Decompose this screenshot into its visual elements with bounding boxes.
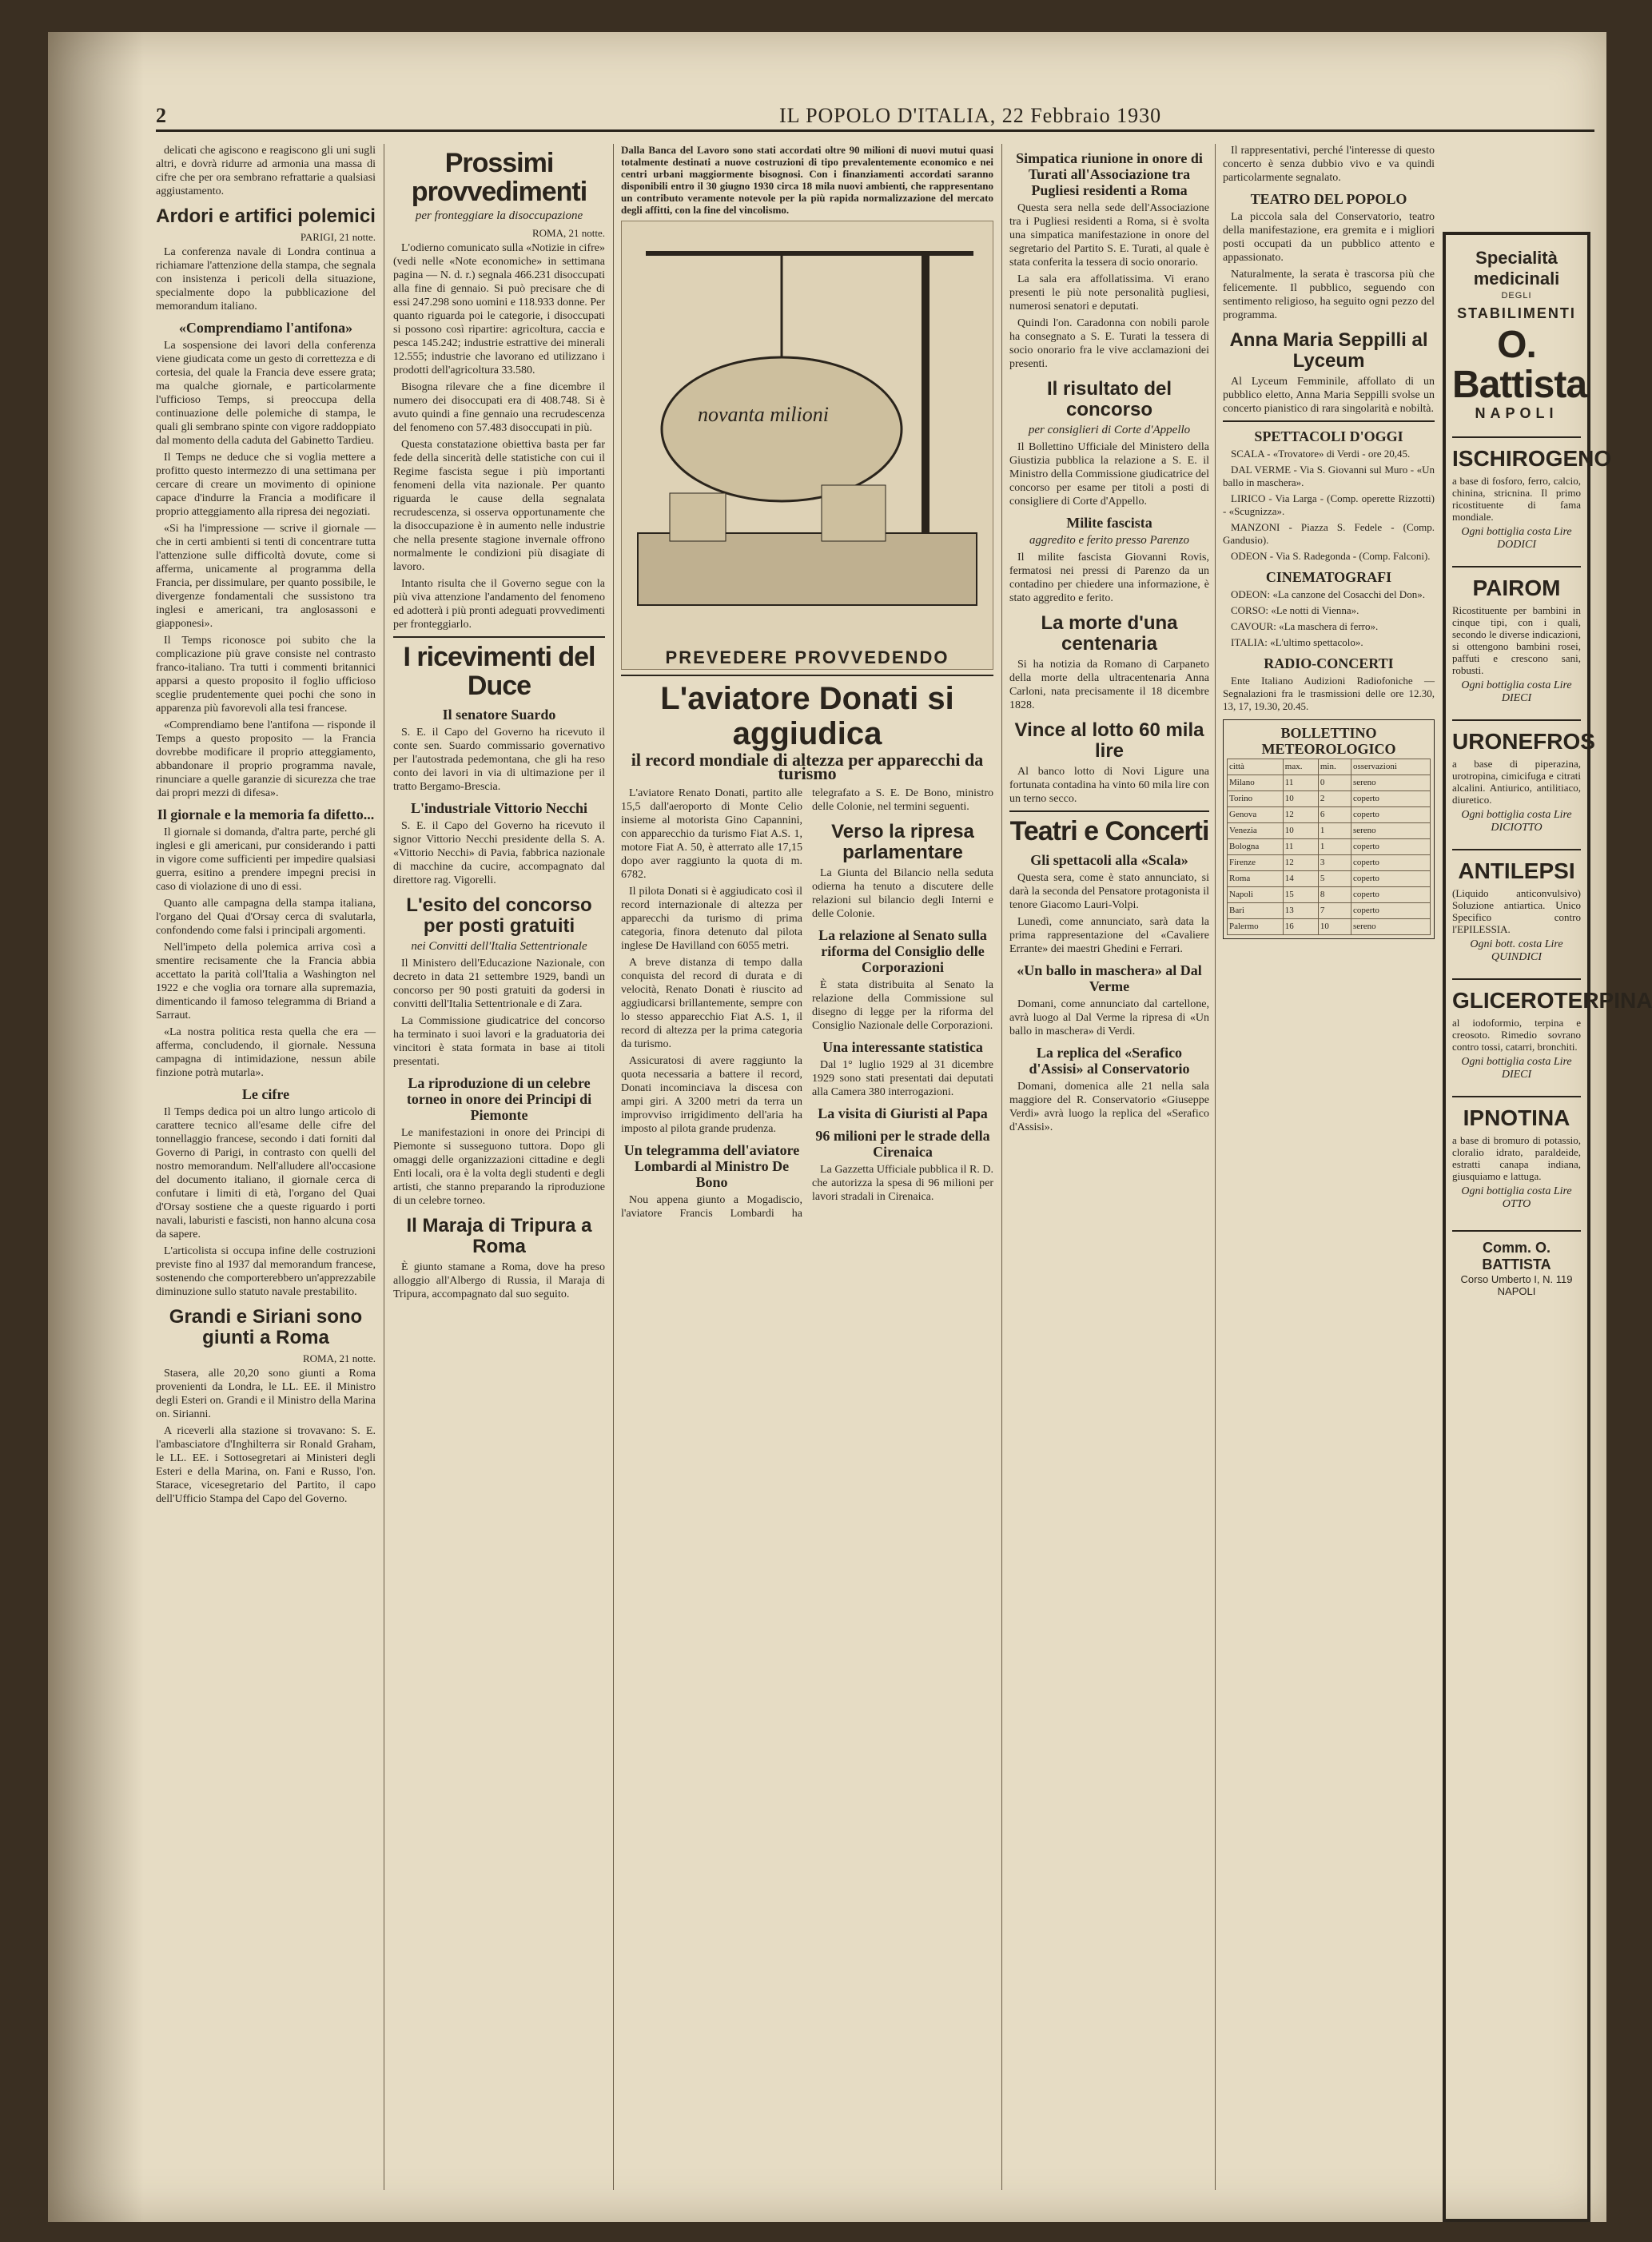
weather-cell: 0	[1318, 775, 1351, 791]
ad-product-price: Ogni bottiglia costa Lire DODICI	[1461, 526, 1572, 551]
weather-cell: 2	[1318, 791, 1351, 807]
ad-product-name: IPNOTINA	[1452, 1096, 1581, 1131]
headline-relazione: La relazione al Senato sulla riforma del Consiglio delle Corporazioni	[818, 927, 987, 975]
weather-cell: 11	[1283, 775, 1318, 791]
column-1: delicati che agiscono e reagiscono gli uni sugli altri, e dovrà ridurre ad armonia una massa di cifre che per ora sembrano refrattarie a qualsiasi aggiustamento. Ardori e artifici polemici PARIGI, 21 notte. La conferenza navale di Londra continua a richiamare l'attenzione della stampa, che segnala con insistenza i pericoli della situazione, specialmente dopo la pubblicazione del memorandum italiano. «Comprendiamo l'antifona» La sospensione dei lavori della conferenza viene giudicata come un gesto di correttezza e di cortesia, del quale la Francia deve essere grata; ma qualche giornale, e particolarmente l'ufficioso Temps, si preoccupa della continuazione delle polemiche di stampa, le quali gli sembrano spinte con vigore raddoppiato dal momento della caduta del Gabinetto Tardieu. Il Temps ne deduce che si voglia mettere a profitto questo intermezzo di una settimana per cercare di creare un movimento di opinione capace d'indurre la Francia a modificare il proprio atteggiamento alla ripresa dei negoziati. «Si ha l'impressione — scrive il giornale — che in certi ambienti si tenti di concentrare tutta l'attenzione sulle difficoltà dovute, come si afferma, unicamente al programma della Francia, per dissimulare, per quanto possibile, le divergenze fondamentali che sussistono tra inglesi e americani, tra anglosassoni e giapponesi». Il Temps riconosce poi subito che la complicazione più grave consiste nel contrasto franco-italiano. Tra tutti i commenti britannici apparsi a questo proposito il foglio ufficioso sceglie prudentemente quei pochi che sono in apparenza più favorevoli alla tesi francese. «Comprendiamo bene l'antifona — risponde il Temps a questo proposito — la Francia dovrebbe modificare il proprio atteggiamento, abbandonare il proprio programma navale, rinunciare a quelle garanzie di sicurezza che trae dai propri mezzi di difesa». Il giornale e la memoria fa difetto... Il giornale si domanda, d'altra parte, perché gli inglesi e gli americani, pur considerando i patti in vigore come sufficienti per impedire qualsiasi guerra, esitino a prendere impegni precisi in caso di violazione di uno di essi. Quanto alle campagna della stampa italiana, l'organo del Quai d'Orsay cerca di svalutarla, confondendo come falsi i principali argomenti. Nell'impeto della polemica arriva così a smentire recisamente che la Francia abbia accettato la parità coll'Italia a Washington nel 1922 e che voglia ora tornare alla supremazia, dimenticando il famoso telegramma di Briand a Sarraut. «La nostra politica resta quella che era — afferma, concludendo, il giornale. Nessuna campagna di intimidazione, nessun abile finzione potrà mutarla». Le cifre Il Temps dedica poi un altro lungo articolo di carattere tecnico all'esame delle cifre del tonnellaggio francese, secondo i dati forniti dal Governo di Parigi, in contrasto con quelli del nostro memorandum. Nell'alludere all'occasione del documento italiano, il giornale cerca di confutare i limiti di età, l'organo del Quai d'Orsay sostiene che a queste riguardo i porti navali, laburisti e fascisti, non hanno alcuna cosa da sapere. L'articolista si occupa infine delle costruzioni previste fino al 1937 dal memorandum francese, sostenendo che comporterebbero un'apprezzabile diminuzione sullo statuto navale prestabilito. Grandi e Siriani sono giunti a Roma ROMA, 21 notte. Stasera, alle 20,20 sono giunti a Roma provenienti da Londra, le LL. EE. il Ministro degli Esteri on. Grandi e il Ministro della Marina on. Sirianni. A riceverli alla stazione si trovavano: S. E. l'ambasciatore d'Inghilterra sir Ronald Graham, le LL. EE. i Sottosegretari ai Ministeri degli Esteri e della Marina, on. Fani e Russo, l'on. Starace, vicesegretario del Partito, il capo dell'Ufficio Stampa del Capo del Governo.	[156, 145, 376, 1505]
ad-product-desc: al iodoformio, terpina e creosoto. Rimedio sovrano contro tossi, catarri, bronchiti.	[1452, 1017, 1581, 1053]
weather-row	[1228, 887, 1431, 903]
weather-cell: coperto	[1351, 807, 1430, 823]
weather-cell: coperto	[1351, 887, 1430, 903]
weather-cell: 15	[1283, 887, 1318, 903]
weather-cell: 11	[1283, 839, 1318, 855]
battista-advertisement	[1443, 232, 1652, 2222]
page-number: 2	[156, 104, 166, 127]
weather-cell: 1	[1318, 823, 1351, 839]
weather-cell: 16	[1283, 919, 1318, 935]
ad-product-name: ISCHIROGENO	[1452, 436, 1581, 472]
column-rule	[1001, 144, 1002, 2190]
ad-kicker: Specialità medicinali	[1473, 248, 1560, 289]
ad-product-desc: a base di piperazina, urotropina, cimicifuga e citrati alcalini. Antiurico, antilitiaco, diuretico.	[1452, 758, 1581, 806]
headline-milite: Milite fascista	[1066, 515, 1152, 531]
page-shadow	[48, 32, 144, 2222]
dateline: ROMA, 21 notte.	[532, 227, 605, 239]
cartoon-illustration	[621, 221, 993, 670]
ad-product	[1452, 566, 1581, 705]
weather-cell: 13	[1283, 903, 1318, 919]
weather-cell: 10	[1283, 823, 1318, 839]
weather-col-min: min.	[1318, 759, 1351, 775]
subhead-memoria: Il giornale e la memoria fa difetto...	[157, 806, 375, 822]
weather-cell: 14	[1283, 871, 1318, 887]
headline-seppilli: Anna Maria Seppilli al Lyceum	[1229, 329, 1428, 372]
column-5: Simpatica riunione in onore di Turati all'Associazione tra Pugliesi residenti a Roma Questa sera nella sede dell'Associazione tra i Pugliesi residenti a Roma, si è svolta una simpatica manifestazione in onore del segretario del Partito S. E. Turati, al quale è stata conferita la tessera di socio onorario. La sala era affollatissima. Vi erano presenti le più note personalità pugliesi, numerosi senatori e deputati. Quindi l'on. Caradonna con nobili parole ha consegnato a S. E. Turati la tessera di socio onorario fra le vive acclamazioni dei presenti. Il risultato del concorso per consiglieri di Corte d'Appello Il Bollettino Ufficiale del Ministero della Giustizia pubblica la relazione a S. E. il Ministro della Commissione giudicatrice del concorso per esame per titoli a posti di consigliere di Corte d'Appello. Milite fascista aggredito e ferito presso Parenzo Il milite fascista Giovanni Rovis, fermatosi nei pressi di Parenzo da un contadino per chiedere una informazione, è stato aggredito e ferito. La morte d'una centenaria Si ha notizia da Romano di Carpaneto della morte della ultracentenaria Anna Carloni, nata precisamente il 18 dicembre 1828. Vince al lotto 60 mila lire Al banco lotto di Novi Ligure una fortunata contadina ha vinto 60 mila lire con un terno secco. Teatri e Concerti Gli spettacoli alla «Scala» Questa sera, come è stato annunciato, si darà la seconda del Pensatore protagonista il tenore Giacomo Lauri-Volpi. Lunedì, come annunciato, sarà data la prima rappresentazione del «Cavaliere Errante» dei maestri Ghedini e Ferrari. «Un ballo in maschera» al Dal Verme Domani, come annunciato dal cartellone, avrà luogo al Dal Verme la ripresa di «Un ballo in maschera» di Verdi. La replica del «Serafico d'Assisi» al Conservatorio Domani, domenica alle 21 nella sala maggiore del R. Conservatorio «Giuseppe Verdi» avrà luogo la replica del «Serafico d'Assisi».	[1009, 150, 1209, 1133]
ad-footer-address: Corso Umberto I, N. 119 NAPOLI	[1460, 1273, 1573, 1297]
ad-product-price: Ogni bott. costa Lire QUINDICI	[1470, 938, 1563, 963]
divider	[1223, 420, 1435, 422]
column-6: Il rappresentativi, perché l'interesse di questo concerto è senza dubbio vivo e va quindi particolarmente segnalato. TEATRO DEL POPOLO La piccola sala del Conservatorio, teatro della manifestazione, era gremita e i migliori posti occupati da un pubblico attento e appassionato. Naturalmente, la serata è trascorsa più che felicemente. Il pubblico, seguendo con sentimento religioso, ha seguito ogni pezzo del programma. Anna Maria Seppilli al Lyceum Al Lyceum Femminile, affollato di un pubblico eletto, Anna Maria Seppilli svolse un concerto pianistico di rara singolarità e nobiltà. SPETTACOLI D'OGGI SCALA - «Trovatore» di Verdi - ore 20,45. DAL VERME - Via S. Giovanni sul Muro - «Un ballo in maschera». LIRICO - Via Larga - (Comp. operette Rizzotti) - «Scugnizza». MANZONI - Piazza S. Fedele - (Comp. Gandusio). ODEON - Via S. Radegonda - (Comp. Falconi). CINEMATOGRAFI ODEON: «La canzone del Cosacchi del Don». CORSO: «Le notti di Vienna». CAVOUR: «La maschera di ferro». ITALIA: «L'ultimo spettacolo». RADIO-CONCERTI Ente Italiano Audizioni Radiofoniche — Segnalazioni fra le trasmissioni delle ore 12.30, 13, 17, 19.30, 20.45. BOLLETTINO METEOROLOGICO città max. min. osservazioni Milano 11 0 sereno Torino 10 2 coperto Genova 12 6 coperto Venezia 10 1 sereno Bologna 11 1 coperto Firenze 12 3 coperto Roma 14 5 coperto Napoli 15 8 coperto Bari 13 7 coperto Palermo 16 10 sereno	[1223, 144, 1435, 2190]
weather-col-city: città	[1228, 759, 1284, 775]
weather-cell: Bologna	[1228, 839, 1284, 855]
headline-cinema: CINEMATOGRAFI	[1265, 569, 1392, 585]
ad-product	[1452, 849, 1581, 964]
headline-simpatica: Simpatica riunione in onore di Turati all'Associazione tra Pugliesi residenti a Roma	[1016, 150, 1203, 198]
weather-row	[1228, 823, 1431, 839]
headline-telegramma: Un telegramma dell'aviatore Lombardi al Ministro De Bono	[623, 1142, 800, 1190]
weather-table	[1227, 759, 1431, 935]
weather-row	[1228, 807, 1431, 823]
weather-cell: coperto	[1351, 791, 1430, 807]
ad-product-name: GLICEROTERPINA	[1452, 978, 1581, 1013]
dateline: PARIGI, 21 notte.	[300, 231, 376, 243]
headline-ricevimenti: I ricevimenti del Duce	[403, 642, 595, 701]
weather-cell: 8	[1318, 887, 1351, 903]
headline-esito: L'esito del concorso per posti gratuiti	[406, 894, 592, 937]
subhead-necchi: L'industriale Vittorio Necchi	[411, 800, 587, 816]
weather-cell: coperto	[1351, 855, 1430, 871]
newspaper-page	[48, 32, 1652, 2222]
weather-cell: 7	[1318, 903, 1351, 919]
subhead-cifre: Le cifre	[241, 1086, 290, 1102]
headline-verso: Verso la ripresa parlamentare	[831, 821, 974, 863]
ad-product-name: PAIROM	[1452, 566, 1581, 601]
donati-article: L'aviatore Renato Donati, partito alle 15,5 dall'aeroporto di Monte Celio insieme al motorista Gino Capannini, con apparecchio da turismo Fiat A.S. 1, motore Fiat A. 50, è atterrato alle 17,15 dopo aver raggiunto la quota di m. 6782. Il pilota Donati si è aggiudicato così il record internazionale di altezza per apparecchi da turismo di prima categoria, finora detenuto dal pilota inglese De Havilland con 6055 metri. A breve distanza di tempo dalla conquista del record di durata e di velocità, Renato Donati è riuscito ad aggiudicarsi brillantemente, sempre con lo stesso apparecchio Fiat A.S. 1, il record di altezza per la prima categoria da turismo. Assicuratosi di avere raggiunto la quota necessaria a battere il record, Donati incominciava la discesa con ampi giri. A 3200 metri da terra un improvviso irrigidimento dell'aria ha imposto al pilota grande prudenza. Un telegramma dell'aviatore Lombardi al Ministro De Bono Nou appena giunto a Mogadiscio, l'aviatore Francis Lombardi ha telegrafato a S. E. De Bono, ministro delle Colonie, nel termini seguenti. Verso la ripresa parlamentare La Giunta del Bilancio nella seduta odierna ha tenuto a discutere delle relazioni sul bilancio degli Interni e delle Colonie. La relazione al Senato sulla riforma del Consiglio delle Corporazioni È stata distribuita al Senato la relazione della Commissione sul disegno di legge per la riforma del Consiglio Nazionale delle Corporazioni. Una interessante statistica Dal 1° luglio 1929 al 31 dicembre 1929 sono stati presentati dai deputati alla Camera 380 interrogazioni. La visita di Giuristi al Papa 96 milioni per le strade della Cirenaica La Gazzetta Ufficiale pubblica il R. D. che autorizza la spesa di 96 milioni per lavori stradali in Cirenaica.	[621, 787, 993, 1220]
ad-product-price: Ogni bottiglia costa Lire DIECI	[1461, 1056, 1572, 1081]
weather-row	[1228, 855, 1431, 871]
weather-cell: sereno	[1351, 775, 1430, 791]
subhead-prossimi: per fronteggiare la disoccupazione	[415, 209, 583, 222]
ad-footer-brand: Comm. O. BATTISTA	[1482, 1240, 1551, 1272]
weather-rows	[1228, 775, 1431, 935]
column-rule	[613, 144, 614, 2190]
weather-cell: Firenze	[1228, 855, 1284, 871]
weather-cell: coperto	[1351, 839, 1430, 855]
ad-product	[1452, 978, 1652, 1081]
weather-cell: Milano	[1228, 775, 1284, 791]
headline-teatri: Teatri e Concerti	[1009, 816, 1209, 846]
ad-product	[1452, 436, 1612, 552]
divider	[621, 675, 993, 676]
weather-row	[1228, 919, 1431, 935]
divider	[1009, 810, 1209, 812]
bag-label: novanta milioni	[698, 403, 829, 426]
weather-cell: 10	[1318, 919, 1351, 935]
subhead-esito: nei Convitti dell'Italia Settentrionale	[411, 940, 587, 953]
weather-cell: Bari	[1228, 903, 1284, 919]
weather-col-notes: osservazioni	[1351, 759, 1430, 775]
subhead-donati: il record mondiale di altezza per apparecchi da turismo	[631, 750, 984, 783]
center-column	[621, 144, 993, 2190]
weather-row	[1228, 839, 1431, 855]
weather-cell: coperto	[1351, 871, 1430, 887]
headline-maraja: Il Maraja di Tripura a Roma	[406, 1215, 592, 1257]
headline-serafico: La replica del «Serafico d'Assisi» al Conservatorio	[1029, 1045, 1190, 1077]
subhead-antifona: «Comprendiamo l'antifona»	[178, 320, 353, 336]
ad-small: DEGLI	[1501, 291, 1532, 301]
ad-product-desc: Ricostituente per bambini in cinque tipi, con i quali, secondo le diverse indicazioni, si ottengono bambini rosei, paffuti e crescono sani, robusti.	[1452, 604, 1581, 676]
weather-cell: Venezia	[1228, 823, 1284, 839]
headline-strade: 96 milioni per le strade della Cirenaica	[815, 1128, 990, 1160]
ad-product	[1452, 1096, 1581, 1211]
divider	[393, 636, 605, 638]
headline-ardori: Ardori e artifici polemici	[156, 205, 376, 227]
cartoon-caption: PREVEDERE PROVVEDENDO	[665, 647, 949, 667]
subhead-milite: aggredito e ferito presso Parenzo	[1029, 534, 1189, 547]
ad-product-price: Ogni bottiglia costa Lire DICIOTTO	[1461, 809, 1572, 834]
ad-product-price: Ogni bottiglia costa Lire OTTO	[1461, 1185, 1572, 1210]
crane-bag-drawing	[622, 221, 993, 669]
ad-brand: O. Battista	[1452, 324, 1587, 406]
headline-riproduzione: La riproduzione di un celebre torneo in onore dei Principi di Piemonte	[406, 1075, 592, 1123]
weather-row	[1228, 903, 1431, 919]
headline-morte: La morte d'una centenaria	[1041, 612, 1178, 655]
headline-teatro-popolo: TEATRO DEL POPOLO	[1250, 191, 1407, 207]
headline-ballo: «Un ballo in maschera» al Dal Verme	[1017, 962, 1202, 994]
column-2: Prossimi provvedimenti per fronteggiare la disoccupazione ROMA, 21 notte. L'odierno comunicato sulla «Notizie in cifre» (vedi nelle «Note economiche» in settimana pagina — N. d. r.) segnala 466.231 disoccupati alla fine di gennaio. Si può precisare che di essi 247.298 sono uomini e 118.933 donne. Per quanto riguarda poi le categorie, i disoccupati si possono così ripartire: agricoltura, caccia e pesca 145.242; industrie estrattive dei minerali 12.555; industrie che lavorano ed utilizzano i prodotti dell'agricoltura 33.580. Bisogna rilevare che a fine dicembre il numero dei disoccupati era di 408.748. Si è avuto quindi a fine gennaio una recrudescenza del fenomeno con 57.483 disoccupati in più. Questa constatazione obiettiva basta per far fede della sincerità delle statistiche con cui il Regime fascista segue i più importanti fenomeni della vita nazionale. Per quanto riguarda le cause della segnalata recrudescenza, si osserva opportunamente che la disoccupazione è in aumento nelle industrie che nella presente stagione invernale offrono normalmente le condizioni più disagiate di lavoro. Intanto risulta che il Governo segue con la più viva attenzione l'andamento del fenomeno ed adotterà i più pronti adeguati provvedimenti per fronteggiarlo. I ricevimenti del Duce Il senatore Suardo S. E. il Capo del Governo ha ricevuto il conte sen. Suardo commissario governativo per l'autostrada pedemontana, che gli ha reso conto dei lavori in via di ultimazione per il tratto Bergamo-Brescia. L'industriale Vittorio Necchi S. E. il Capo del Governo ha ricevuto il signor Vittorio Necchi presidente della S. A. «Vittorio Necchi» di Pavia, fabbrica nazionale di macchine da cucire, accompagnato dal direttore rag. Vigorelli. L'esito del concorso per posti gratuiti nei Convitti dell'Italia Settentrionale Il Ministero dell'Educazione Nazionale, con decreto in data 21 settembre 1929, bandì un concorso per 90 posti gratuiti da godersi in convitti dell'Italia Settentrionale e di Zara. La Commissione giudicatrice del concorso ha terminato i suoi lavori e la graduatoria dei vincitori è stata formata in base ai titoli presentati. La riproduzione di un celebre torneo in onore dei Principi di Piemonte Le manifestazioni in onore dei Principi di Piemonte si susseguono tuttora. Dopo gli omaggi delle organizzazioni cittadine e degli Enti locali, ora è la volta degli studenti e degli artisti, che stanno preparando la riproduzione di un celebre torneo. Il Maraja di Tripura a Roma È giunto stamane a Roma, dove ha preso alloggio all'Albergo di Russia, il Maraja di Tripura, accompagnato dal suo seguito.	[393, 148, 605, 1300]
weather-cell: Torino	[1228, 791, 1284, 807]
weather-cell: 12	[1283, 807, 1318, 823]
headline-radio: RADIO-CONCERTI	[1264, 655, 1394, 671]
weather-cell: Genova	[1228, 807, 1284, 823]
headline-prossimi: Prossimi provvedimenti	[411, 148, 587, 207]
headline-bollettino: BOLLETTINO METEOROLOGICO	[1261, 725, 1396, 757]
masthead	[156, 102, 1594, 132]
weather-cell: 5	[1318, 871, 1351, 887]
ad-product-desc: a base di fosforo, ferro, calcio, chinina, stricnina. Il primo ricostituente di fama mondiale.	[1452, 475, 1581, 523]
subhead-risultato: per consiglieri di Corte d'Appello	[1028, 424, 1191, 436]
ad-product-desc: a base di bromuro di potassio, cloralio idrato, paraldeide, estratti canapa indiana, giusquiamo e lattuga.	[1452, 1134, 1581, 1182]
weather-cell: 6	[1318, 807, 1351, 823]
headline-statistica: Una interessante statistica	[822, 1039, 983, 1055]
masthead-title: IL POPOLO D'ITALIA, 22 Febbraio 1930	[779, 104, 1162, 127]
weather-cell: 3	[1318, 855, 1351, 871]
dateline: ROMA, 21 notte.	[303, 1352, 376, 1364]
headline-grandi: Grandi e Siriani sono giunti a Roma	[169, 1306, 363, 1348]
weather-col-max: max.	[1283, 759, 1318, 775]
weather-cell: sereno	[1351, 823, 1430, 839]
headline-scala: Gli spettacoli alla «Scala»	[1030, 852, 1188, 868]
ad-product-price: Ogni bottiglia costa Lire DIECI	[1461, 679, 1572, 704]
weather-cell: Roma	[1228, 871, 1284, 887]
weather-cell: Palermo	[1228, 919, 1284, 935]
ad-product-desc: (Liquido anticonvulsivo) Soluzione antiartica. Unico Specifico contro l'EPILESSIA.	[1452, 887, 1581, 935]
weather-row	[1228, 775, 1431, 791]
weather-bulletin	[1223, 719, 1435, 939]
weather-row	[1228, 791, 1431, 807]
ad-product-name: ANTILEPSI	[1452, 849, 1581, 884]
ad-footer	[1452, 1230, 1581, 1297]
weather-row	[1228, 871, 1431, 887]
headline-donati: L'aviatore Donati si aggiudica	[660, 681, 954, 751]
headline-risultato: Il risultato del concorso	[1046, 378, 1172, 420]
weather-cell: 10	[1283, 791, 1318, 807]
ad-product-name: URONEFROS	[1452, 719, 1581, 755]
weather-cell: coperto	[1351, 903, 1430, 919]
ad-kicker-2: STABILIMENTI	[1457, 305, 1576, 321]
headline-giuristi: La visita di Giuristi al Papa	[818, 1105, 988, 1121]
headline-spettacoli: SPETTACOLI D'OGGI	[1254, 428, 1403, 444]
ad-product	[1452, 719, 1595, 834]
weather-cell: Napoli	[1228, 887, 1284, 903]
ad-city: NAPOLI	[1475, 405, 1558, 421]
weather-cell: sereno	[1351, 919, 1430, 935]
weather-cell: 1	[1318, 839, 1351, 855]
subhead-suardo: Il senatore Suardo	[442, 707, 556, 723]
weather-cell: 12	[1283, 855, 1318, 871]
headline-vince: Vince al lotto 60 mila lire	[1014, 719, 1204, 762]
column-rule	[1215, 144, 1216, 2190]
ad-products	[1452, 436, 1652, 1211]
intro-paragraph: Dalla Banca del Lavoro sono stati accordati oltre 90 milioni di nuovi mutui quasi totalmente destinati a nuove costruzioni di tipo prevalentemente economico e nei centri urbani maggiormente bisognosi. Con i finanziamenti accordati saranno disponibili entro il 30 giugno 1930 circa 18 mila nuovi ambienti, che rappresentano un contributo veramente notevole per la più rapida normalizzazione del mercato degli affitti, con la fine del vincolismo.	[621, 144, 993, 216]
